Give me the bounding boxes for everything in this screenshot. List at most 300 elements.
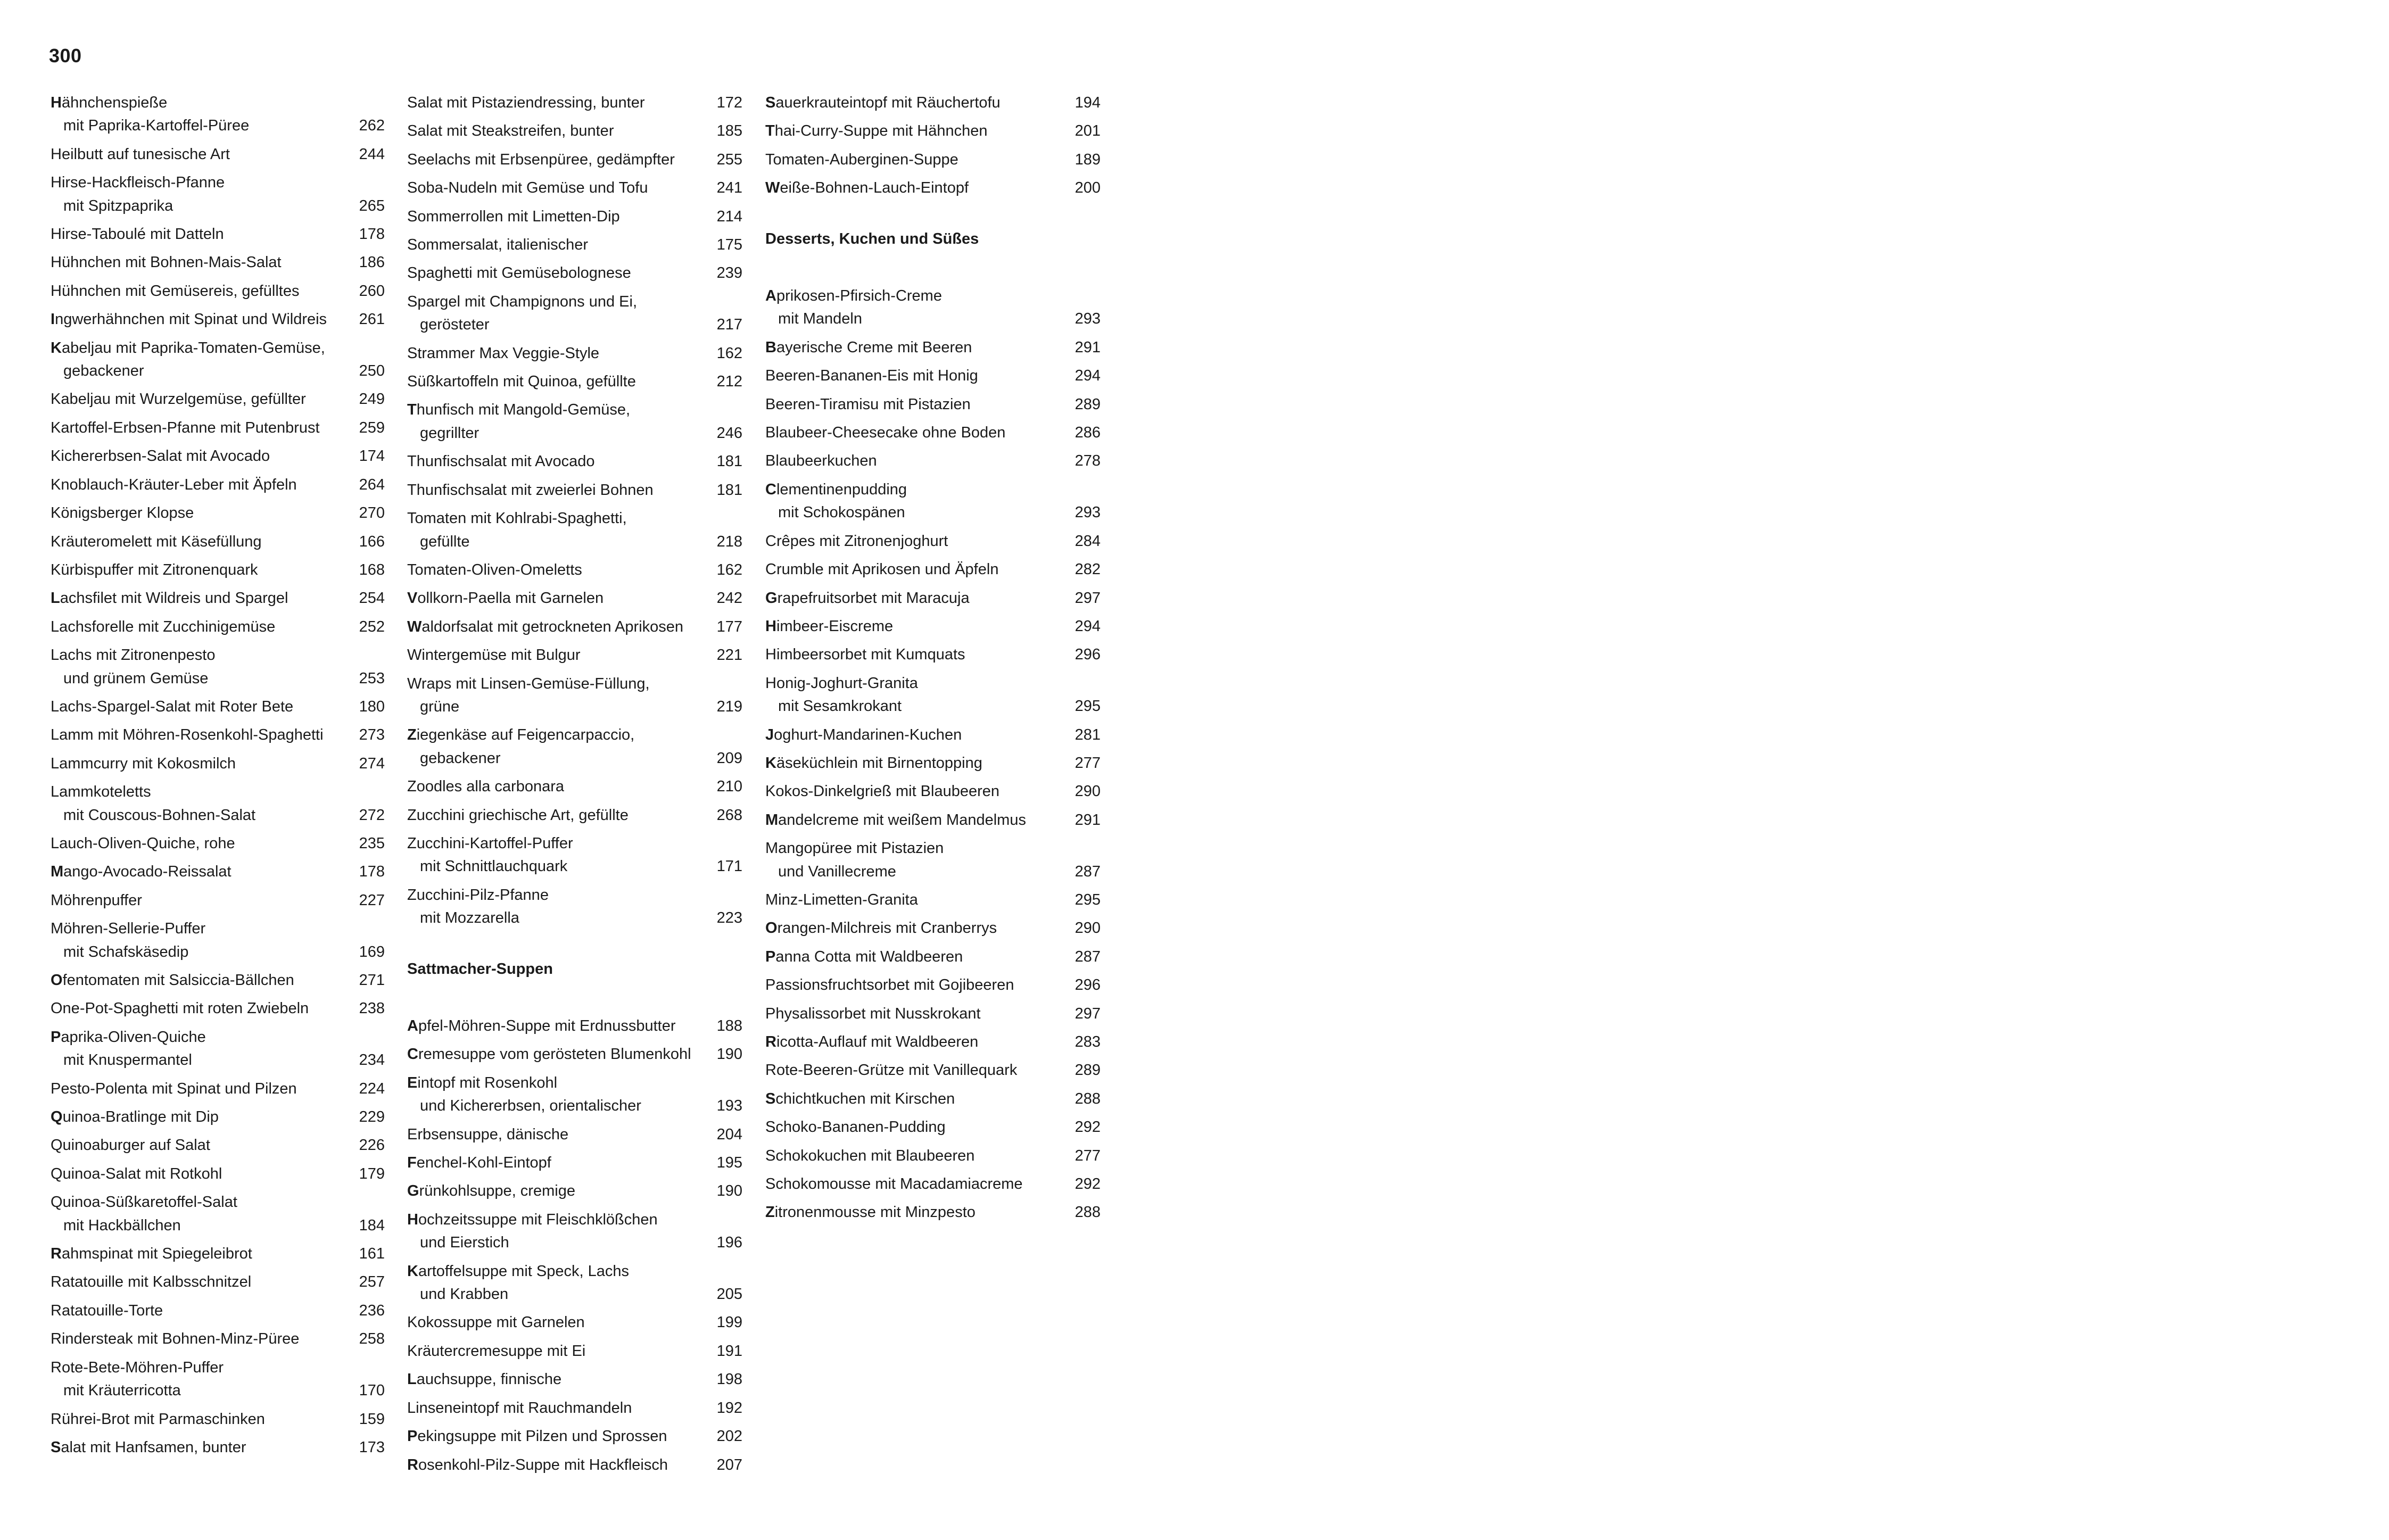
index-entry [765,558,1101,581]
entry-title [765,120,1052,143]
index-entry [765,672,1101,718]
entry-title [407,399,693,421]
entry-page-number: 177 [716,618,742,635]
entry-title [765,1088,1052,1111]
index-entry [407,1368,742,1391]
entry-page-number: 189 [1074,151,1101,168]
entry-title: Lauch-Oliven-Quiche, rohe [51,834,235,852]
index-entry [765,1116,1101,1139]
entry-initial-letter: O [51,972,63,989]
entry-title-rest: alat mit Hanfsamen, bunter [61,1438,246,1456]
entry-initial-letter: G [407,1182,419,1200]
entry-title: Tomaten-Oliven-Omeletts [407,561,582,578]
entry-initial-letter: R [407,1456,418,1473]
entry-title: Minz-Limetten-Granita [765,891,918,908]
entry-initial-letter: Z [407,726,417,744]
entry-initial-letter: R [765,1033,776,1050]
index-entry [51,1243,385,1265]
entry-page-number: 271 [359,972,385,989]
entry-title: Spargel mit Champignons und Ei, [407,293,638,310]
entry-title-rest: enchel-Kohl-Eintopf [416,1154,551,1172]
section-heading: Desserts, Kuchen und Süßes [765,230,979,247]
entry-title [407,616,693,639]
entry-title-continuation: gerösteter [420,316,490,334]
entry-page-number: 249 [359,391,385,408]
index-entry [51,1026,385,1072]
index-entry [407,177,742,200]
entry-title-rest: ango-Avocado-Reissalat [63,863,232,881]
entry-page-number: 294 [1074,367,1101,385]
entry-title: Lammcurry mit Kokosmilch [51,755,236,772]
index-entry [51,969,385,992]
entry-page-number: 173 [359,1438,385,1456]
entry-initial-letter: R [51,1245,62,1263]
entry-page-number: 273 [359,726,385,744]
entry-title: Süßkartoffeln mit Quinoa, gefüllte [407,373,636,391]
entry-title [407,1152,693,1174]
entry-page-number: 289 [1074,1062,1101,1079]
entry-title [51,308,336,331]
entry-title-continuation: mit Knuspermantel [63,1051,192,1069]
entry-title-rest: rünkohlsuppe, cremige [419,1182,575,1200]
entry-page-number: 294 [1074,617,1101,635]
entry-page-number: 212 [716,373,742,391]
entry-title: Schoko-Bananen-Pudding [765,1119,946,1136]
entry-page-number: 287 [1074,948,1101,965]
index-entry [51,223,385,246]
entry-title [765,809,1052,832]
entry-page-number: 229 [359,1108,385,1126]
entry-page-number: 297 [1074,1005,1101,1022]
index-entry [407,399,742,445]
entry-initial-letter: K [407,1262,418,1280]
entry-page-number: 265 [359,197,385,214]
index-entry [407,644,742,667]
entry-initial-letter: P [407,1428,418,1445]
entry-initial-letter: T [407,401,417,419]
entry-initial-letter: C [407,1046,418,1063]
entry-title: Pesto-Polenta mit Spinat und Pilzen [51,1080,297,1097]
entry-title [51,1026,336,1049]
entry-title-rest: auchsuppe, finnische [416,1371,562,1388]
entry-title [51,969,336,992]
entry-title-rest: intopf mit Rosenkohl [417,1074,558,1091]
entry-page-number: 252 [359,618,385,635]
entry-page-number: 278 [1074,452,1101,470]
index-entry [407,884,742,930]
entry-title [765,478,1052,501]
entry-page-number: 162 [716,344,742,362]
entry-page-number: 282 [1074,561,1101,578]
entry-title: Zucchini-Pilz-Pfanne [407,886,549,904]
entry-page-number: 236 [359,1302,385,1319]
entry-title: Schokomousse mit Macadamiacreme [765,1175,1023,1193]
entry-title [51,1106,336,1129]
entry-title-rest: artoffelsuppe mit Speck, Lachs [418,1262,629,1280]
entry-page-number: 241 [716,179,742,197]
entry-page-number: 290 [1074,783,1101,800]
index-entry [765,587,1101,610]
index-entry [51,171,385,218]
entry-initial-letter: B [765,338,776,356]
index-entry [765,92,1101,114]
entry-title: Strammer Max Veggie-Style [407,344,600,362]
entry-title: Lachs mit Zitronenpesto [51,647,216,664]
entry-title: Königsberger Klopse [51,504,194,522]
entry-initial-letter: W [407,618,422,635]
index-entry [765,837,1101,883]
entry-page-number: 268 [716,806,742,824]
index-entry [407,832,742,879]
entry-initial-letter: W [765,179,780,197]
entry-page-number: 238 [359,1000,385,1017]
index-entry [407,1454,742,1477]
entry-page-number: 277 [1074,1147,1101,1164]
entry-initial-letter: L [407,1371,417,1388]
entry-title: Kräutercremesuppe mit Ei [407,1342,586,1360]
entry-initial-letter: M [765,811,779,829]
entry-page-number: 297 [1074,589,1101,607]
entry-initial-letter: M [51,863,64,881]
entry-title: Quinoaburger auf Salat [51,1137,210,1154]
entry-title [765,336,1052,359]
entry-initial-letter: H [765,617,776,635]
entry-title [765,1201,1052,1224]
entry-title: Sommersalat, italienischer [407,236,589,254]
entry-page-number: 175 [716,236,742,254]
index-entry [51,308,385,331]
entry-title [51,860,336,883]
index-entry [407,370,742,393]
index-entry [765,336,1101,359]
index-entry [765,148,1101,171]
entry-title-continuation: mit Spitzpaprika [63,197,173,214]
index-entry [51,337,385,383]
index-entry [765,752,1101,775]
entry-title: Kichererbsen-Salat mit Avocado [51,448,270,465]
index-entry [407,1123,742,1146]
index-entry [51,644,385,690]
entry-page-number: 178 [359,863,385,881]
index-entry [407,291,742,337]
index-entry [765,1031,1101,1054]
entry-page-number: 239 [716,264,742,282]
entry-title-rest: aldorfsalat mit getrockneten Aprikosen [421,618,684,635]
entry-page-number: 184 [359,1216,385,1234]
entry-page-number: 180 [359,698,385,715]
entry-title: Zucchini-Kartoffel-Puffer [407,834,573,852]
entry-page-number: 218 [716,533,742,550]
entry-title [51,587,336,610]
entry-page-number: 290 [1074,920,1101,937]
index-entry [51,1078,385,1100]
entry-page-number: 288 [1074,1204,1101,1221]
index-entry [407,507,742,553]
index-entry [51,280,385,303]
entry-title: Zoodles alla carbonara [407,778,565,796]
entry-title: Möhren-Sellerie-Puffer [51,920,206,938]
entry-page-number: 250 [359,362,385,380]
index-entry [407,616,742,639]
entry-title: One-Pot-Spaghetti mit roten Zwiebeln [51,1000,309,1017]
entry-title [765,752,1052,775]
index-column-1 [51,92,385,1464]
index-entry [407,673,742,719]
entry-page-number: 293 [1074,504,1101,521]
entry-title-rest: lementinenpudding [776,481,907,498]
index-entry [407,1425,742,1448]
entry-title [51,337,336,360]
entry-title [765,917,1052,940]
entry-title: Sommerrollen mit Limetten-Dip [407,208,620,225]
entry-title [407,1425,693,1448]
entry-initial-letter: O [765,920,778,937]
entry-page-number: 162 [716,561,742,578]
entry-page-number: 272 [359,806,385,824]
index-entry [51,917,385,964]
entry-page-number: 191 [716,1342,742,1360]
index-entry [765,365,1101,387]
index-entry [407,205,742,228]
entry-page-number: 190 [716,1046,742,1063]
entry-title: Erbsensuppe, dänische [407,1125,569,1143]
entry-page-number: 194 [1074,94,1101,111]
index-entry [407,804,742,827]
entry-initial-letter: C [765,481,776,498]
entry-page-number: 261 [359,311,385,328]
entry-page-number: 291 [1074,338,1101,356]
index-entry [407,148,742,171]
index-entry [51,417,385,440]
entry-title [407,1072,693,1095]
entry-title: Quinoa-Salat mit Rotkohl [51,1165,222,1182]
index-entry [51,860,385,883]
entry-title-continuation: gebackener [63,362,144,380]
entry-page-number: 205 [716,1286,742,1303]
entry-title [407,1180,693,1203]
entry-title [765,177,1052,200]
entry-title: Tomaten mit Kohlrabi-Spaghetti, [407,510,627,527]
index-entry [407,724,742,770]
entry-title-continuation: und Eierstich [420,1234,509,1252]
entry-title: Möhrenpuffer [51,891,142,909]
entry-title: Rindersteak mit Bohnen-Minz-Püree [51,1330,300,1348]
index-entry [765,177,1101,200]
entry-initial-letter: A [407,1017,418,1034]
index-entry [765,917,1101,940]
entry-page-number: 289 [1074,395,1101,413]
entry-page-number: 270 [359,504,385,522]
index-entry [765,1088,1101,1111]
entry-title: Salat mit Pistaziendressing, bunter [407,94,645,111]
entry-title-continuation: und Krabben [420,1286,509,1303]
entry-title [51,1243,336,1265]
entry-initial-letter: K [765,754,776,772]
index-entry [765,1173,1101,1196]
entry-title-rest: eiße-Bohnen-Lauch-Eintopf [780,179,969,197]
index-entry [51,1408,385,1431]
index-entry [51,1106,385,1129]
entry-title-rest: ähnchenspieße [61,94,168,111]
index-entry [407,450,742,473]
entry-title-rest: oghurt-Mandarinen-Kuchen [774,726,962,743]
index-entry [407,479,742,502]
index-column-3 [765,92,1101,1230]
index-entry [407,1180,742,1203]
entry-title [407,1208,693,1231]
entry-title: Hirse-Hackfleisch-Pfanne [51,174,225,192]
index-entry [407,1015,742,1038]
entry-title-rest: itronenmousse mit Minzpesto [774,1204,976,1221]
entry-title [407,1015,693,1038]
entry-title-rest: ekingsuppe mit Pilzen und Sprossen [417,1428,667,1445]
entry-title-rest: ayerische Creme mit Beeren [776,338,972,356]
entry-title: Rührei-Brot mit Parmaschinken [51,1410,265,1428]
entry-title [765,587,1052,610]
index-entry [765,530,1101,553]
index-entry [407,120,742,143]
index-entry [765,421,1101,444]
entry-title-rest: abeljau mit Paprika-Tomaten-Gemüse, [61,339,325,357]
entry-page-number: 293 [1074,310,1101,328]
entry-page-number: 219 [716,698,742,715]
entry-title: Soba-Nudeln mit Gemüse und Tofu [407,179,648,197]
index-entry [407,1311,742,1334]
entry-title [765,285,1052,308]
entry-page-number: 181 [716,453,742,470]
entry-title: Mangopüree mit Pistazien [765,840,944,857]
entry-title: Kabeljau mit Wurzelgemüse, gefüllter [51,391,306,408]
index-entry [51,781,385,827]
entry-page-number: 214 [716,208,742,225]
entry-page-number: 254 [359,590,385,607]
entry-page-number: 190 [716,1182,742,1200]
entry-page-number: 226 [359,1137,385,1154]
index-column-2 [407,92,742,1482]
entry-title-continuation: mit Kräuterricotta [63,1382,181,1400]
entry-title-rest: ngwerhähnchen mit Spinat und Wildreis [55,311,327,328]
entry-page-number: 292 [1074,1175,1101,1193]
index-entry [407,92,742,114]
index-entry [51,1436,385,1459]
entry-title-continuation: und grünem Gemüse [63,669,209,687]
entry-initial-letter: H [51,94,62,111]
index-entry [765,450,1101,473]
entry-title-rest: achsfilet mit Wildreis und Spargel [60,590,288,607]
entry-page-number: 260 [359,282,385,300]
entry-initial-letter: V [407,590,418,607]
index-entry [51,997,385,1020]
entry-page-number: 210 [716,778,742,796]
entry-title: Hühnchen mit Gemüsereis, gefülltes [51,282,300,300]
index-entry [51,559,385,582]
entry-title: Schokokuchen mit Blaubeeren [765,1147,975,1164]
entry-initial-letter: J [765,726,774,743]
index-entry [51,1299,385,1322]
entry-title-rest: uinoa-Bratlinge mit Dip [62,1108,219,1126]
index-entry [51,1356,385,1403]
entry-page-number: 188 [716,1017,742,1034]
entry-title: Kokos-Dinkelgrieß mit Blaubeeren [765,783,1000,800]
entry-page-number: 296 [1074,646,1101,664]
entry-page-number: 255 [716,151,742,168]
entry-page-number: 193 [716,1097,742,1115]
index-entry [51,616,385,639]
entry-page-number: 181 [716,481,742,499]
index-entry [51,1163,385,1186]
entry-title: Ratatouille-Torte [51,1302,163,1319]
entry-page-number: 161 [359,1245,385,1263]
entry-title-continuation: grüne [420,698,460,715]
entry-title: Heilbutt auf tunesische Art [51,145,230,163]
entry-page-number: 195 [716,1154,742,1172]
entry-title: Crumble mit Aprikosen und Äpfeln [765,561,999,578]
entry-page-number: 174 [359,448,385,465]
entry-title-continuation: mit Schnittlauchquark [420,858,568,875]
index-entry [765,974,1101,997]
entry-title [407,1454,693,1477]
index-entry [407,559,742,582]
entry-page-number: 202 [716,1428,742,1445]
entry-page-number: 192 [716,1399,742,1417]
entry-title-rest: andelcreme mit weißem Mandelmus [778,811,1026,829]
entry-title: Lammkoteletts [51,783,151,801]
entry-page-number: 204 [716,1125,742,1143]
entry-page-number: 209 [716,749,742,767]
entry-title-continuation: und Kichererbsen, orientalischer [420,1097,641,1115]
entry-title-rest: ahmspinat mit Spiegeleibrot [61,1245,252,1263]
entry-page-number: 253 [359,669,385,687]
entry-page-number: 227 [359,891,385,909]
index-entry [765,285,1101,331]
entry-initial-letter: L [51,590,60,607]
entry-title-rest: chichtkuchen mit Kirschen [775,1090,955,1107]
entry-page-number: 179 [359,1165,385,1182]
entry-initial-letter: S [51,1438,61,1456]
index-entry [51,502,385,525]
index-entry [51,388,385,411]
entry-title: Passionsfruchtsorbet mit Gojibeeren [765,976,1014,994]
index-entry [407,1397,742,1420]
entry-title: Honig-Joghurt-Granita [765,674,918,692]
entry-page-number: 200 [1074,179,1101,197]
entry-page-number: 201 [1074,122,1101,140]
entry-title-continuation: mit Schokospänen [778,504,905,521]
entry-title [407,587,693,610]
entry-title: Seelachs mit Erbsenpüree, gedämpfter [407,151,675,168]
entry-title: Thunfischsalat mit Avocado [407,453,595,470]
entry-title-rest: fentomaten mit Salsiccia-Bällchen [62,972,294,989]
entry-page-number: 159 [359,1410,385,1428]
index-entry [765,393,1101,416]
index-entry [765,1201,1101,1224]
index-entry [765,889,1101,912]
entry-title-rest: aprika-Oliven-Quiche [61,1028,206,1046]
index-entry [765,780,1101,803]
entry-title: Kräuteromelett mit Käsefüllung [51,533,262,550]
entry-title-continuation: mit Hackbällchen [63,1216,181,1234]
entry-title: Physalissorbet mit Nusskrokant [765,1005,981,1022]
entry-page-number: 295 [1074,698,1101,715]
index-entry [51,531,385,553]
index-entry [51,889,385,912]
entry-title-rest: icotta-Auflauf mit Waldbeeren [776,1033,979,1050]
index-entry [51,1271,385,1294]
entry-page-number: 283 [1074,1033,1101,1050]
entry-title [51,1436,336,1459]
entry-title: Thunfischsalat mit zweierlei Bohnen [407,481,654,499]
entry-title: Wraps mit Linsen-Gemüse-Füllung, [407,675,650,692]
